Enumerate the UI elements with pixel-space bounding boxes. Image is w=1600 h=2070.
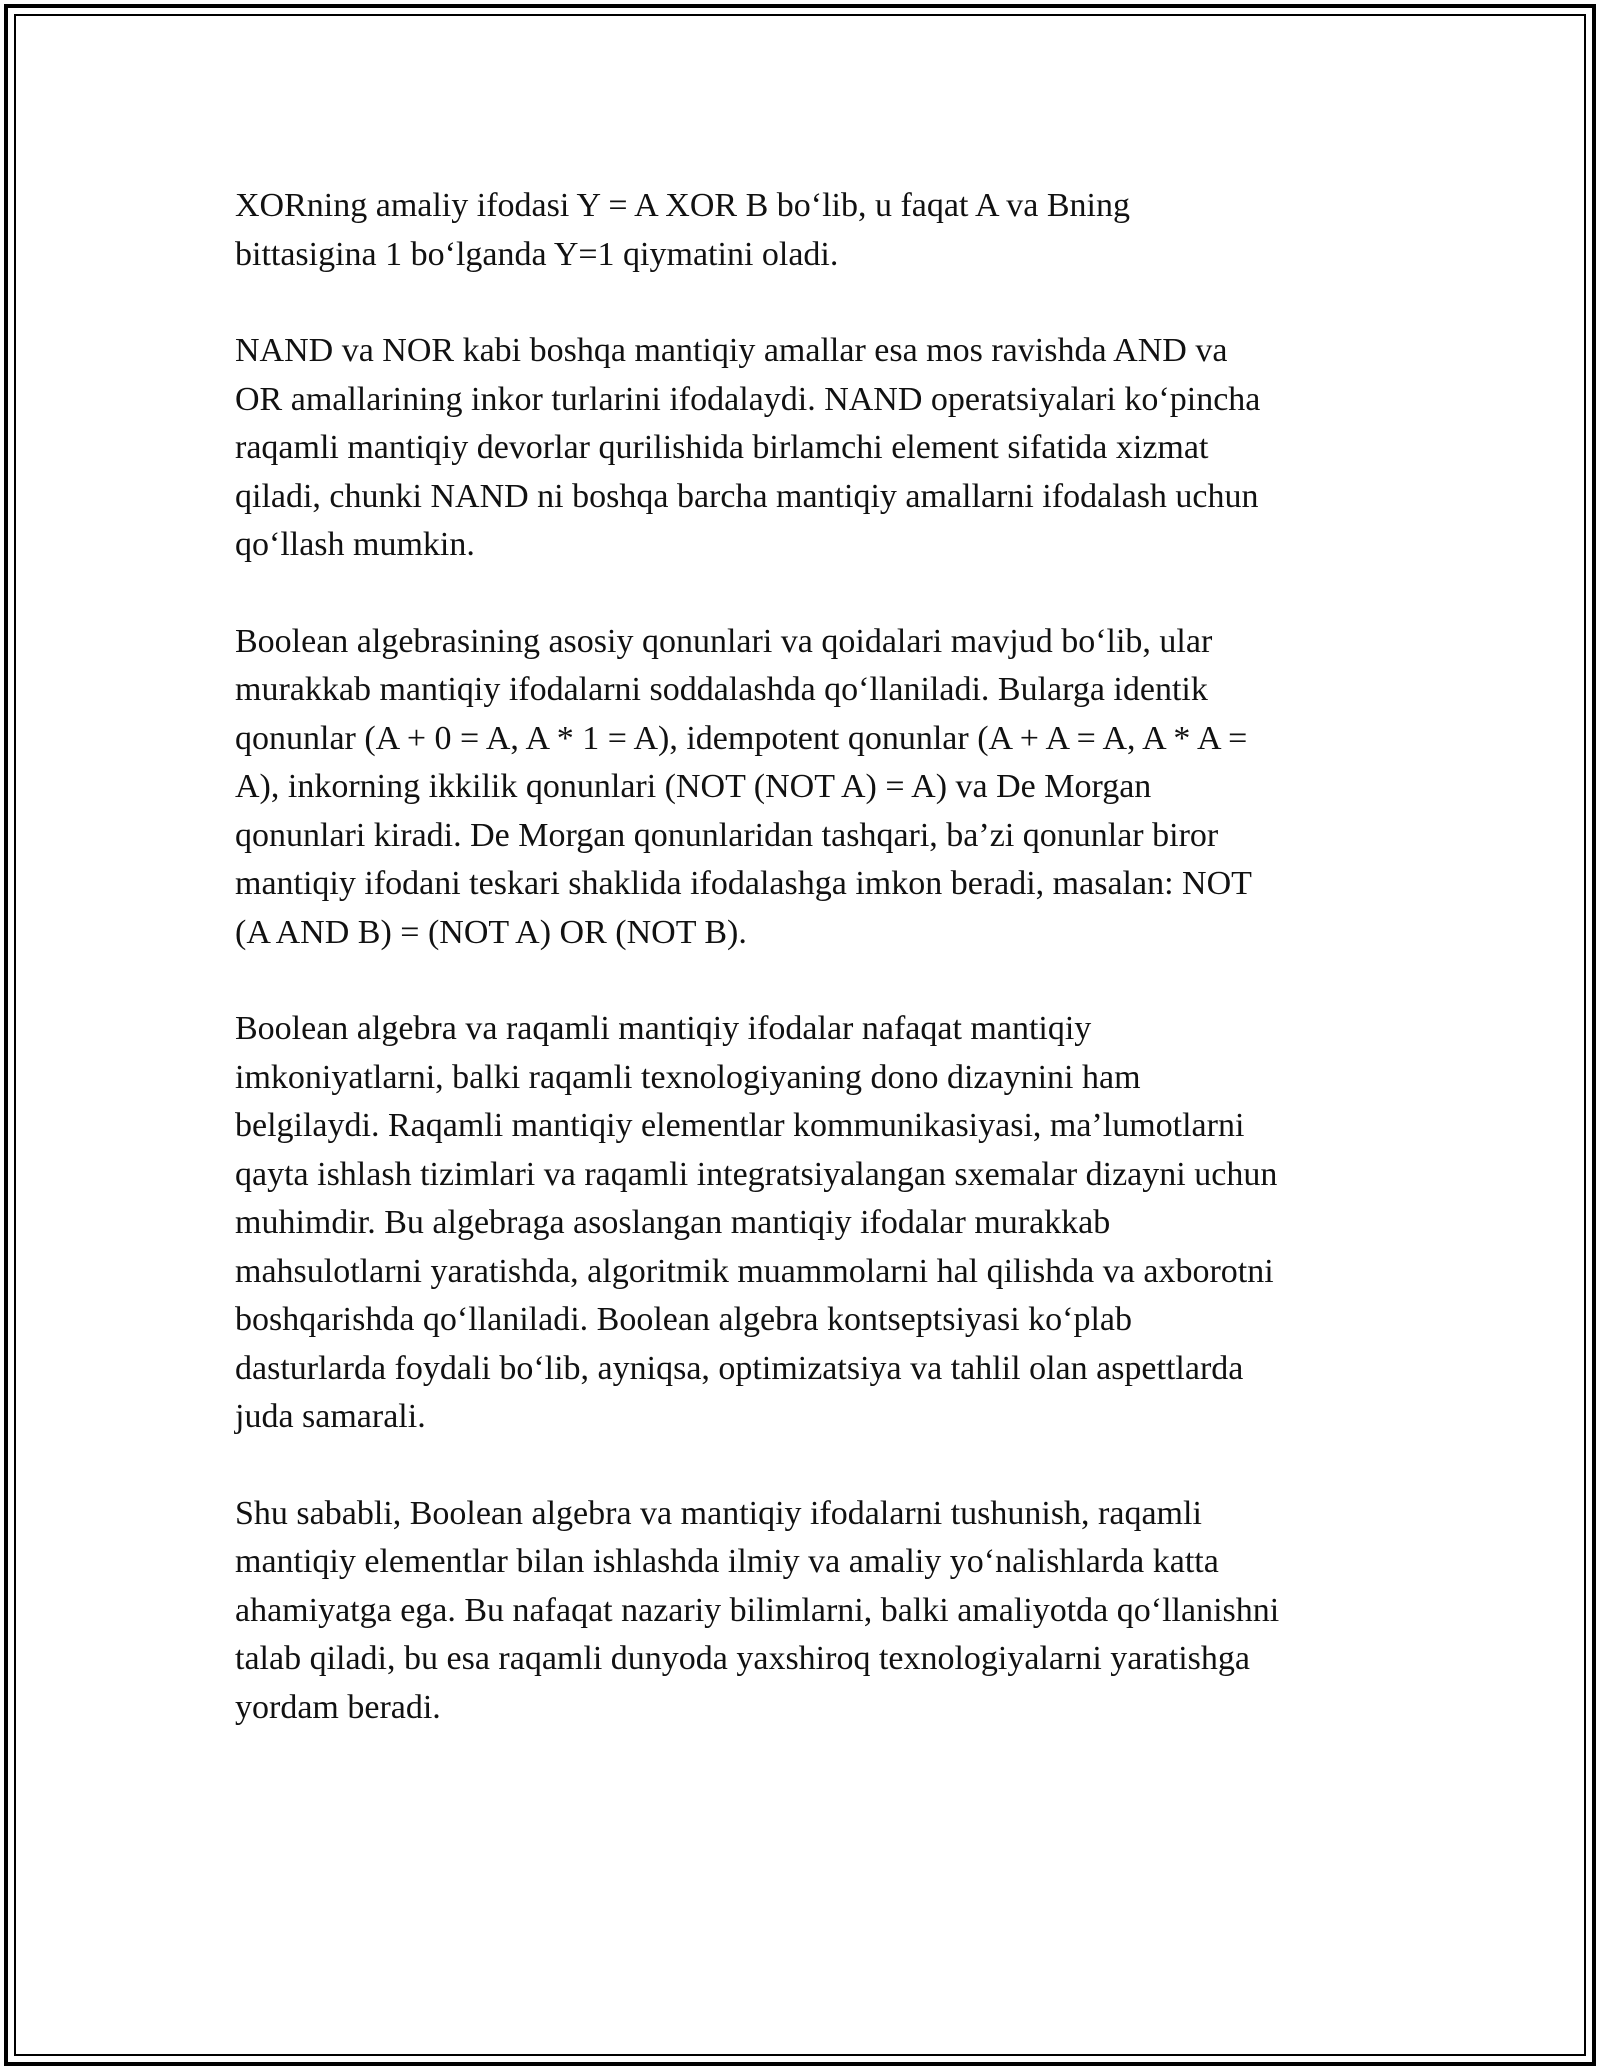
text-line: Boolean algebrasining asosiy qonunlari va qoidalari mavjud bo‘lib, ular xyxy=(235,622,1213,660)
text-line: murakkab mantiqiy ifodalarni soddalashda qo‘llaniladi. Bularga identik xyxy=(235,671,1208,708)
text-line: dasturlarda foydali bo‘lib, ayniqsa, optimizatsiya va tahlil olan aspettlarda xyxy=(235,1349,1244,1387)
text-line: Shu sababli, Boolean algebra va mantiqiy ifodalarni tushunish, raqamli xyxy=(235,1494,1202,1532)
text-line: qonunlari kiradi. De Morgan qonunlaridan tashqari, ba’zi qonunlar biror xyxy=(235,816,1219,854)
paragraph-xor xyxy=(235,182,1365,279)
paragraph-applications xyxy=(235,1005,1365,1442)
text-line: talab qiladi, bu esa raqamli dunyoda yaxshiroq texnologiyalarni yaratishga xyxy=(235,1640,1250,1677)
text-line: ahamiyatga ega. Bu nafaqat nazariy bilimlarni, balki amaliyotda qo‘llanishni xyxy=(235,1591,1280,1629)
text-line: yordam beradi. xyxy=(235,1688,441,1726)
text-line: qayta ishlash tizimlari va raqamli integratsiyalangan sxemalar dizayni uchun xyxy=(235,1155,1278,1193)
text-line: XORning amaliy ifodasi Y = A XOR B bo‘lib, u faqat A va Bning xyxy=(235,187,1130,224)
text-line: qiladi, chunki NAND ni boshqa barcha mantiqiy amallarni ifodalash uchun xyxy=(235,477,1259,515)
text-line: NAND va NOR kabi boshqa mantiqiy amallar esa mos ravishda AND va xyxy=(235,332,1228,369)
text-line: (A AND B) = (NOT A) OR (NOT B). xyxy=(235,913,747,951)
text-line: mantiqiy ifodani teskari shaklida ifodalashga imkon beradi, masalan: NOT xyxy=(235,865,1252,902)
text-line: mahsulotlarni yaratishda, algoritmik muammolarni hal qilishda va axborotni xyxy=(235,1252,1274,1290)
paragraph-nand-nor xyxy=(235,327,1365,570)
text-line: qonunlar (A + 0 = A, A * 1 = A), idempotent qonunlar (A + A = A, A * A = xyxy=(235,719,1248,757)
paragraph-conclusion xyxy=(235,1490,1365,1733)
document-body xyxy=(235,182,1365,1780)
text-line: OR amallarining inkor turlarini ifodalaydi. NAND operatsiyalari ko‘pincha xyxy=(235,380,1261,418)
text-line: A), inkorning ikkilik qonunlari (NOT (NOT A) = A) va De Morgan xyxy=(235,768,1152,805)
text-line: qo‘llash mumkin. xyxy=(235,526,475,563)
text-line: Boolean algebra va raqamli mantiqiy ifodalar nafaqat mantiqiy xyxy=(235,1010,1092,1047)
text-line: boshqarishda qo‘llaniladi. Boolean algebra kontseptsiyasi ko‘plab xyxy=(235,1301,1133,1338)
text-line: mantiqiy elementlar bilan ishlashda ilmiy va amaliy yo‘nalishlarda katta xyxy=(235,1543,1219,1580)
text-line: juda samarali. xyxy=(235,1398,426,1435)
text-line: belgilaydi. Raqamli mantiqiy elementlar kommunikasiyasi, ma’lumotlarni xyxy=(235,1107,1245,1144)
text-line: imkoniyatlarni, balki raqamli texnologiyaning dono dizaynini ham xyxy=(235,1058,1141,1096)
text-line: raqamli mantiqiy devorlar qurilishida birlamchi element sifatida xizmat xyxy=(235,429,1209,466)
paragraph-boolean-laws xyxy=(235,618,1365,958)
text-line: bittasigina 1 bo‘lganda Y=1 qiymatini oladi. xyxy=(235,235,839,273)
text-line: muhimdir. Bu algebraga asoslangan mantiqiy ifodalar murakkab xyxy=(235,1204,1111,1241)
